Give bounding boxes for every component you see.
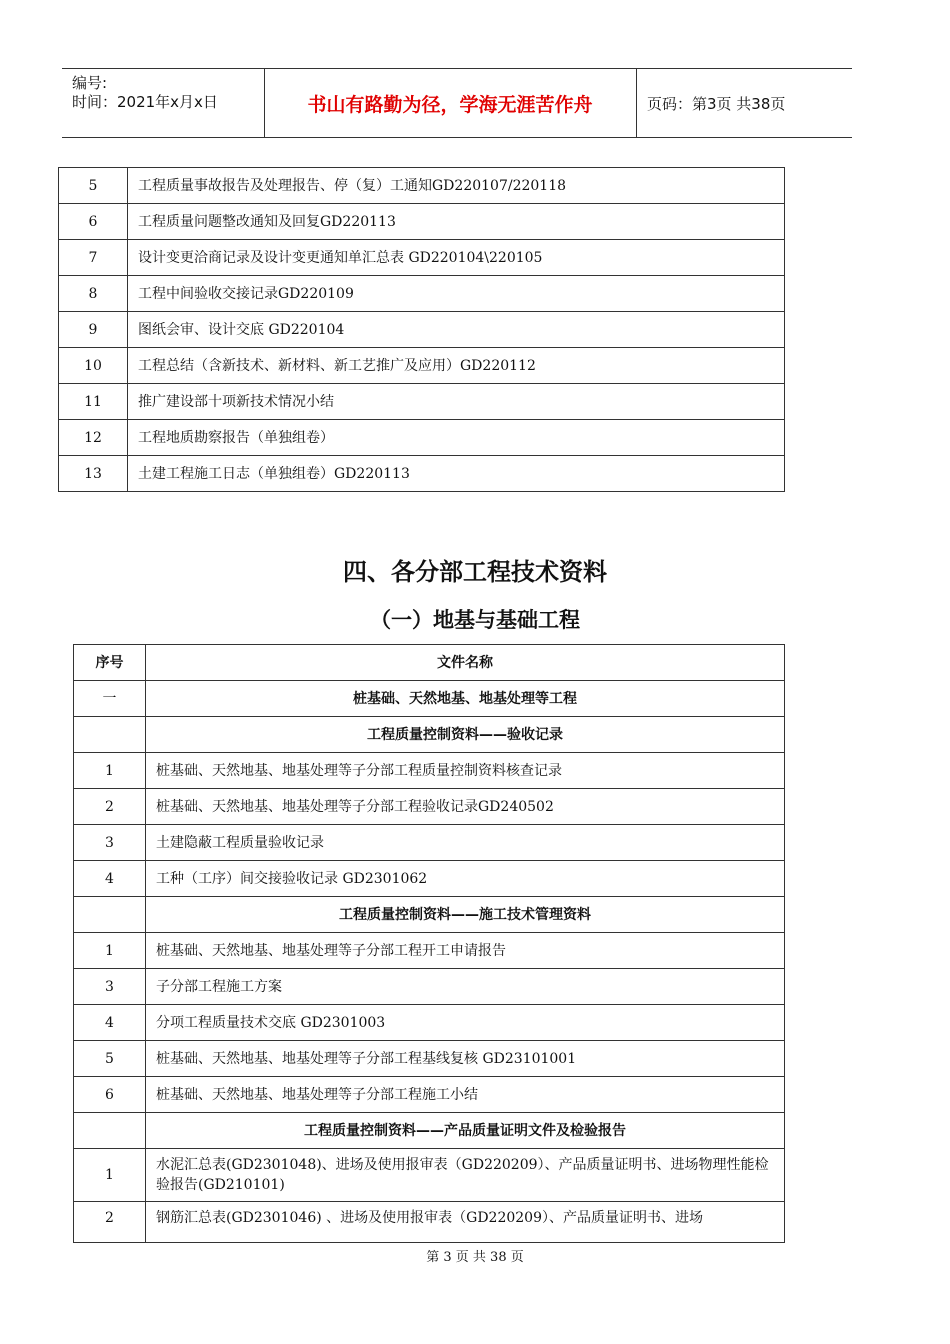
- row-number: 4: [74, 861, 146, 897]
- header-motto: 书山有路勤为径，学海无涯苦作舟: [264, 69, 637, 137]
- header-no: 序号: [74, 645, 146, 681]
- row-number: 一: [74, 681, 146, 717]
- row-document-name: 工程质量事故报告及处理报告、停（复）工通知GD220107/220118: [128, 168, 785, 204]
- documents-table-continued: [58, 167, 785, 492]
- section-row: [74, 717, 785, 753]
- row-document-name: 子分部工程施工方案: [146, 969, 785, 1005]
- table-row: [74, 825, 785, 861]
- row-number: 1: [74, 1149, 146, 1202]
- row-number: 9: [59, 312, 128, 348]
- serial-label: 编号:: [72, 74, 108, 92]
- table-header-row: [74, 645, 785, 681]
- row-document-name: 钢筋汇总表(GD2301046) 、进场及使用报审表（GD220209）、产品质量证明书、进场: [146, 1202, 785, 1243]
- table-row: [74, 933, 785, 969]
- row-document-name: 工程总结（含新技术、新材料、新工艺推广及应用）GD220112: [128, 348, 785, 384]
- table-row: [59, 456, 785, 492]
- row-number: 4: [74, 1005, 146, 1041]
- table-row: [59, 168, 785, 204]
- row-number: 6: [59, 204, 128, 240]
- header-page-label: 页码：第3页 共38页: [647, 95, 786, 113]
- subsection-title: （一）地基与基础工程: [370, 608, 580, 632]
- section-row: [74, 1113, 785, 1149]
- row-number: 3: [74, 825, 146, 861]
- row-document-name: 推广建设部十项新技术情况小结: [128, 384, 785, 420]
- row-number: 11: [59, 384, 128, 420]
- row-document-name: 水泥汇总表(GD2301048)、进场及使用报审表（GD220209）、产品质量证明书、进场物理性能检验报告(GD210101): [146, 1149, 785, 1202]
- row-document-name: 工程质量控制资料——验收记录: [146, 717, 785, 753]
- row-number: [74, 1113, 146, 1149]
- time-label: 时间：2021年x月x日: [72, 93, 218, 111]
- row-document-name: 工程地质勘察报告（单独组卷）: [128, 420, 785, 456]
- row-number: 7: [59, 240, 128, 276]
- row-document-name: 桩基础、天然地基、地基处理等工程: [146, 681, 785, 717]
- table-row: [74, 1005, 785, 1041]
- page-header: [62, 68, 852, 138]
- row-document-name: 工程质量控制资料——产品质量证明文件及检验报告: [146, 1113, 785, 1149]
- row-document-name: 分项工程质量技术交底 GD2301003: [146, 1005, 785, 1041]
- table-row: [59, 312, 785, 348]
- page-footer: 第 3 页 共 38 页: [426, 1250, 524, 1265]
- foundation-documents-table: [73, 644, 785, 1243]
- header-name: 文件名称: [146, 645, 785, 681]
- table-row: [59, 276, 785, 312]
- row-number: 10: [59, 348, 128, 384]
- row-number: 6: [74, 1077, 146, 1113]
- table-row: [74, 1202, 785, 1243]
- row-document-name: 桩基础、天然地基、地基处理等子分部工程验收记录GD240502: [146, 789, 785, 825]
- row-document-name: 设计变更洽商记录及设计变更通知单汇总表 GD220104\220105: [128, 240, 785, 276]
- row-number: 5: [74, 1041, 146, 1077]
- row-document-name: 工程中间验收交接记录GD220109: [128, 276, 785, 312]
- row-document-name: 图纸会审、设计交底 GD220104: [128, 312, 785, 348]
- row-document-name: 桩基础、天然地基、地基处理等子分部工程质量控制资料核查记录: [146, 753, 785, 789]
- row-number: 3: [74, 969, 146, 1005]
- row-number: 1: [74, 753, 146, 789]
- table-row: [59, 204, 785, 240]
- row-number: 1: [74, 933, 146, 969]
- section-row: [74, 681, 785, 717]
- row-document-name: 桩基础、天然地基、地基处理等子分部工程基线复核 GD23101001: [146, 1041, 785, 1077]
- table-row: [74, 1149, 785, 1202]
- row-document-name: 工种（工序）间交接验收记录 GD2301062: [146, 861, 785, 897]
- section-row: [74, 897, 785, 933]
- header-meta: [62, 69, 265, 137]
- row-document-name: 桩基础、天然地基、地基处理等子分部工程施工小结: [146, 1077, 785, 1113]
- table-row: [59, 348, 785, 384]
- row-number: 8: [59, 276, 128, 312]
- row-number: 2: [74, 789, 146, 825]
- row-number: [74, 717, 146, 753]
- row-document-name: 土建工程施工日志（单独组卷）GD220113: [128, 456, 785, 492]
- row-number: 12: [59, 420, 128, 456]
- table-row: [59, 240, 785, 276]
- table-row: [59, 420, 785, 456]
- row-document-name: 土建隐蔽工程质量验收记录: [146, 825, 785, 861]
- table-row: [74, 969, 785, 1005]
- section-title: 四、各分部工程技术资料: [343, 558, 607, 586]
- table-row: [74, 1077, 785, 1113]
- row-number: 13: [59, 456, 128, 492]
- table-row: [74, 1041, 785, 1077]
- row-number: [74, 897, 146, 933]
- table-row: [74, 753, 785, 789]
- table-row: [59, 384, 785, 420]
- table-row: [74, 789, 785, 825]
- row-number: 5: [59, 168, 128, 204]
- table-row: [74, 861, 785, 897]
- row-number: 2: [74, 1202, 146, 1243]
- row-document-name: 工程质量问题整改通知及回复GD220113: [128, 204, 785, 240]
- row-document-name: 工程质量控制资料——施工技术管理资料: [146, 897, 785, 933]
- row-document-name: 桩基础、天然地基、地基处理等子分部工程开工申请报告: [146, 933, 785, 969]
